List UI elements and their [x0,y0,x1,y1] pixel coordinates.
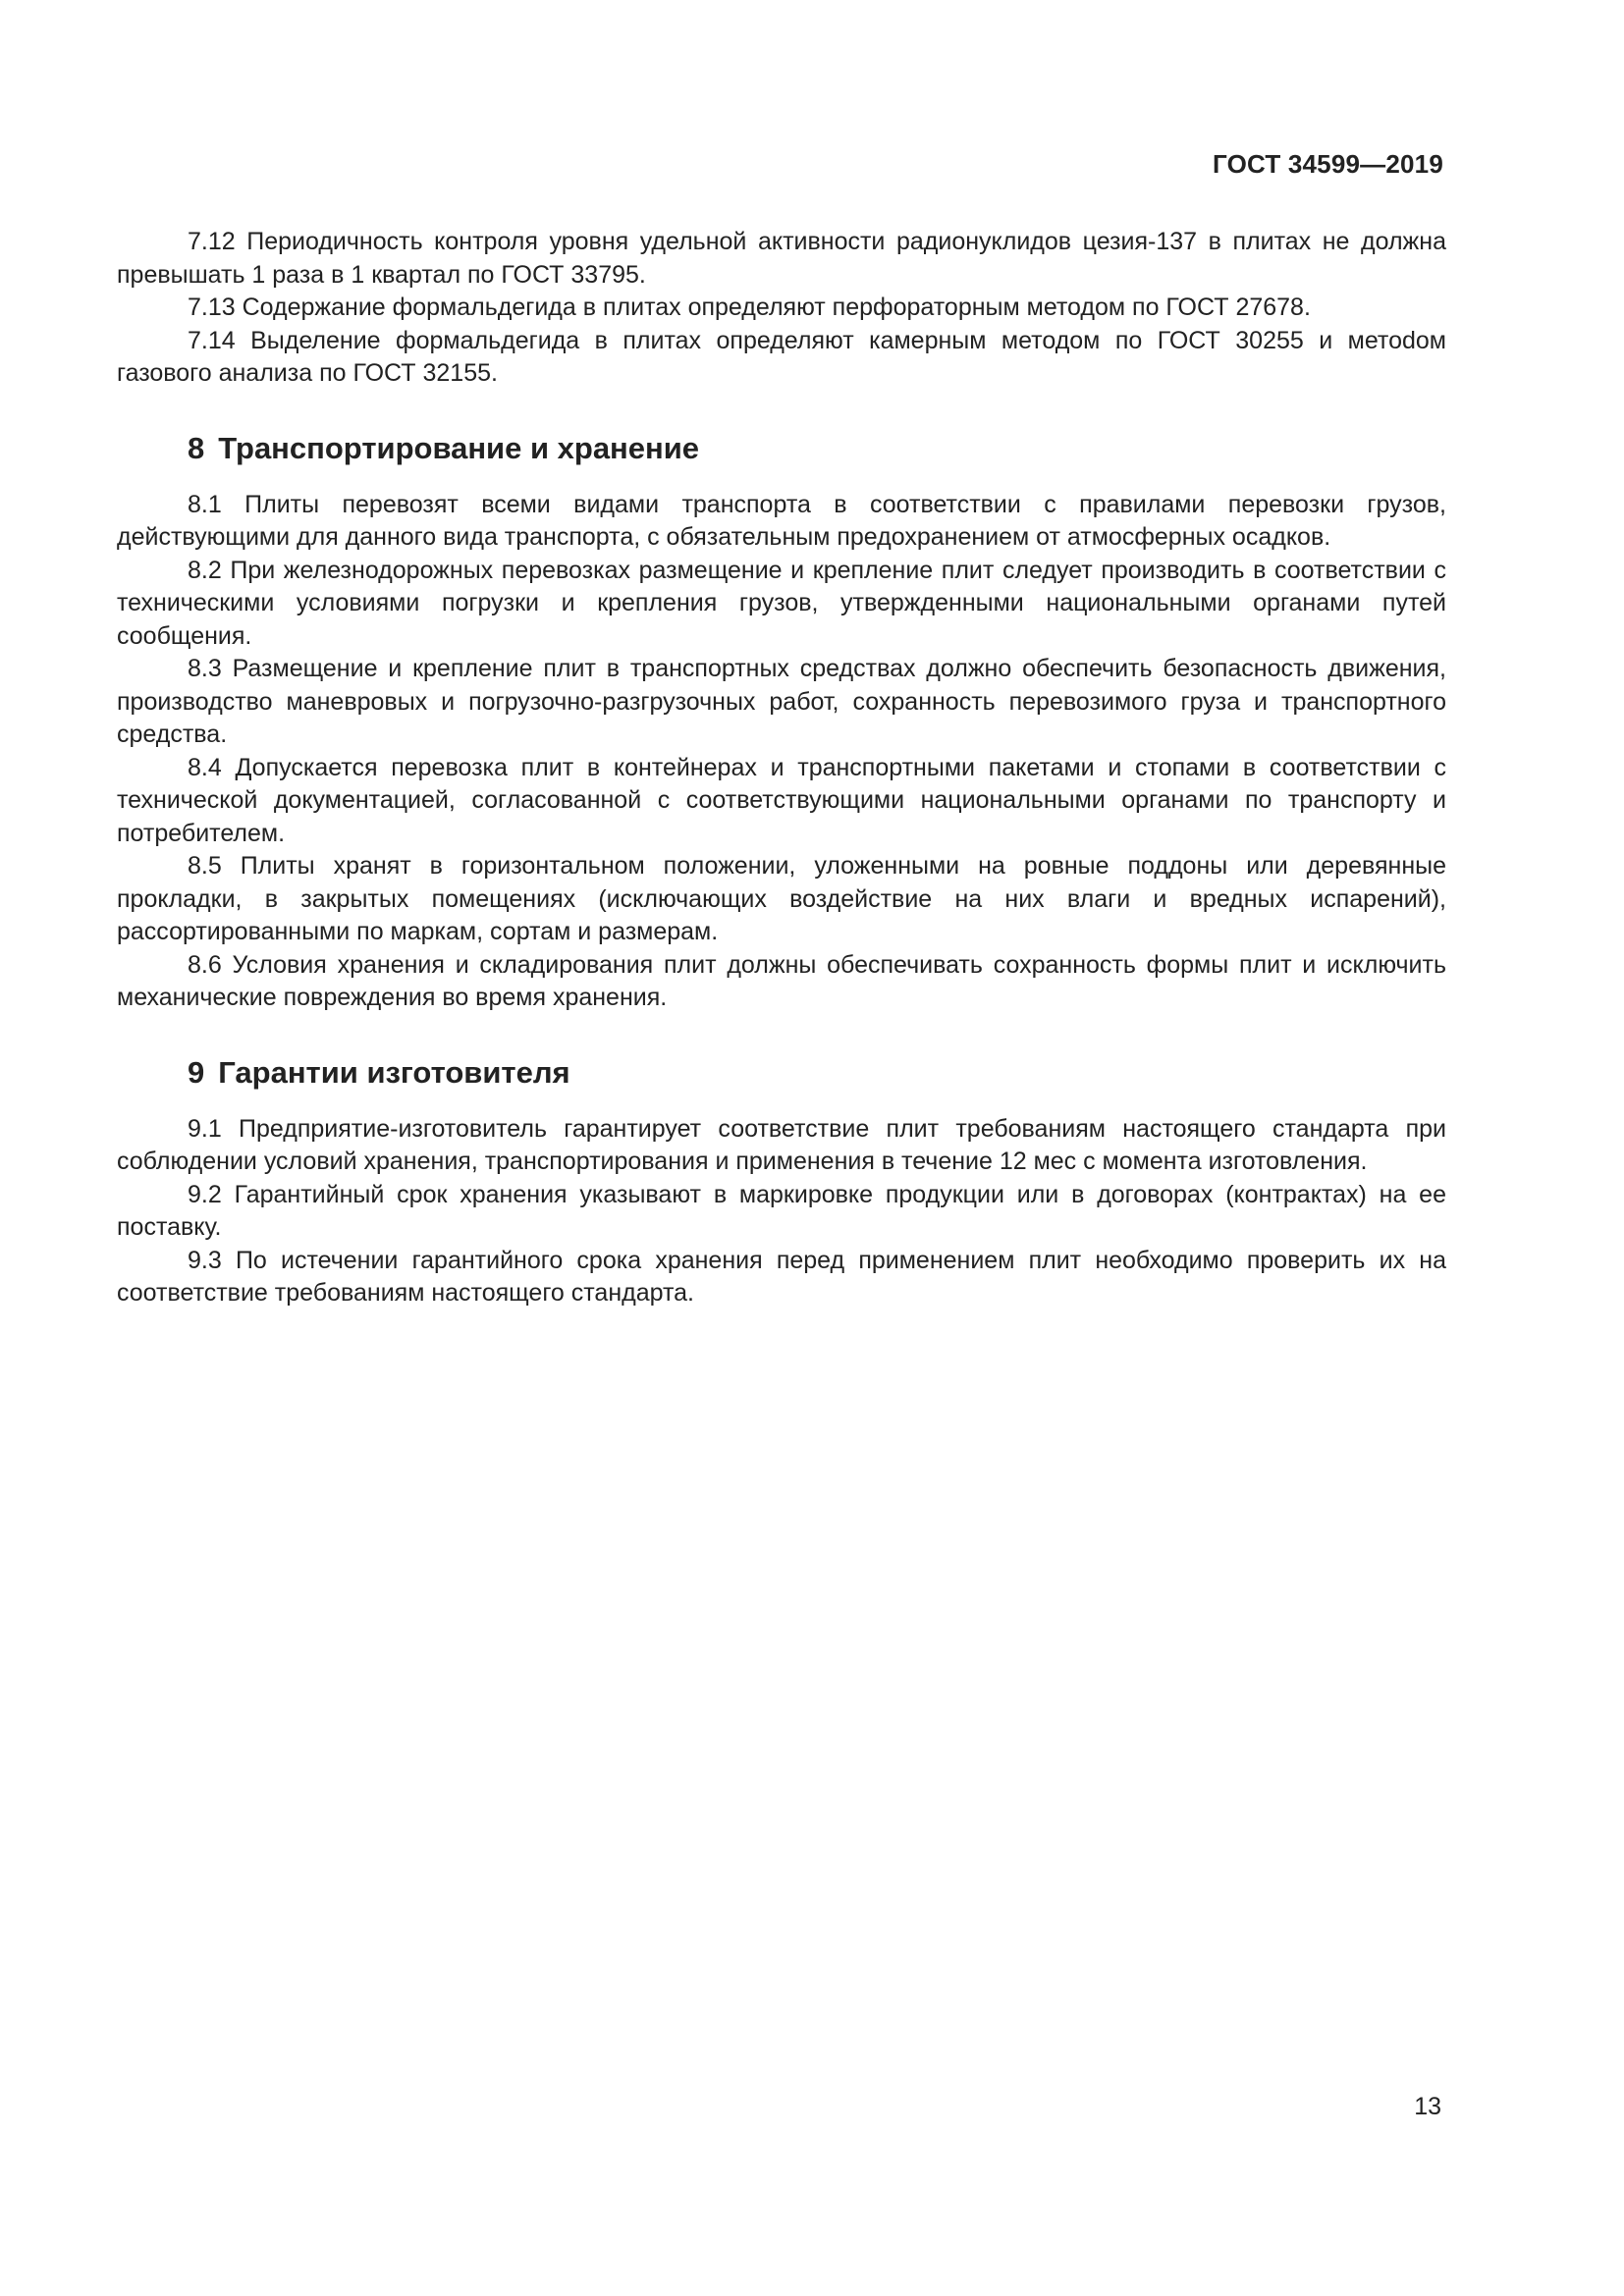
paragraph-8-3: 8.3 Размещение и крепление плит в транспортных средствах должно обеспечить безопасность движения, производство маневровых и погрузочно-разгрузочных работ, сохранность перевозимого груза и транспортного средства. [117,655,1446,748]
paragraph-9-2: 9.2 Гарантийный срок хранения указывают в маркировке продукции или в договорах (контрактах) на ее поставку. [117,1180,1446,1241]
page-content [117,226,1446,1310]
paragraph-8-5: 8.5 Плиты хранят в горизонтальном положении, уложенными на ровные поддоны или деревянные прокладки, в закрытых помещениях (исключающих воздействие на них влаги и вредных испарений), рассортированными по маркам, сортам и размерам. [117,852,1446,945]
paragraph-8-2: 8.2 При железнодорожных перевозках размещение и крепление плит следует производить в соответствии с техническими условиями погрузки и крепления грузов, утвержденными национальными органами путей сообщения. [117,556,1446,650]
section-8-number: 8 [188,430,205,465]
paragraph-7-12: 7.12 Периодичность контроля уровня удельной активности радионуклидов цезия-137 в плитах не должна превышать 1 раза в 1 квартал по ГОСТ 33795. [117,228,1446,289]
section-9-number: 9 [188,1054,205,1090]
page-number: 13 [1414,2093,1441,2120]
section-9-heading [188,1054,1446,1092]
section-8-title: Транспортирование и хранение [218,430,700,465]
section-8-heading [188,430,1446,467]
section-9-title: Гарантии изготовителя [218,1054,570,1090]
document-code: ГОСТ 34599—2019 [1213,149,1443,179]
paragraph-9-1: 9.1 Предприятие-изготовитель гарантирует соответствие плит требованиям настоящего стандарта при соблюдении условий хранения, транспортирования и применения в течение 12 мес с момента изготовления. [117,1114,1446,1175]
paragraph-8-6: 8.6 Условия хранения и складирования плит должны обеспечивать сохранность формы плит и исключить механические повреждения во время хранения. [117,950,1446,1011]
paragraph-7-13: 7.13 Содержание формальдегида в плитах определяют перфораторным методом по ГОСТ 27678. [188,294,1311,321]
paragraph-7-14: 7.14 Выделение формальдегида в плитах определяют камерным методом по ГОСТ 30255 и метоdом газового анализа по ГОСТ 32155. [117,326,1446,387]
paragraph-8-4: 8.4 Допускается перевозка плит в контейнерах и транспортными пакетами и стопами в соответствии с технической документацией, согласованной с соответствующими национальными органами по транспорту и потребителем. [117,753,1446,847]
paragraph-8-1: 8.1 Плиты перевозят всеми видами транспорта в соответствии с правилами перевозки грузов, действующими для данного вида транспорта, с обязательным предохранением от атмосферных осадков. [117,490,1446,551]
paragraph-9-3: 9.3 По истечении гарантийного срока хранения перед применением плит необходимо проверить их на соответствие требованиям настоящего стандарта. [117,1246,1446,1307]
